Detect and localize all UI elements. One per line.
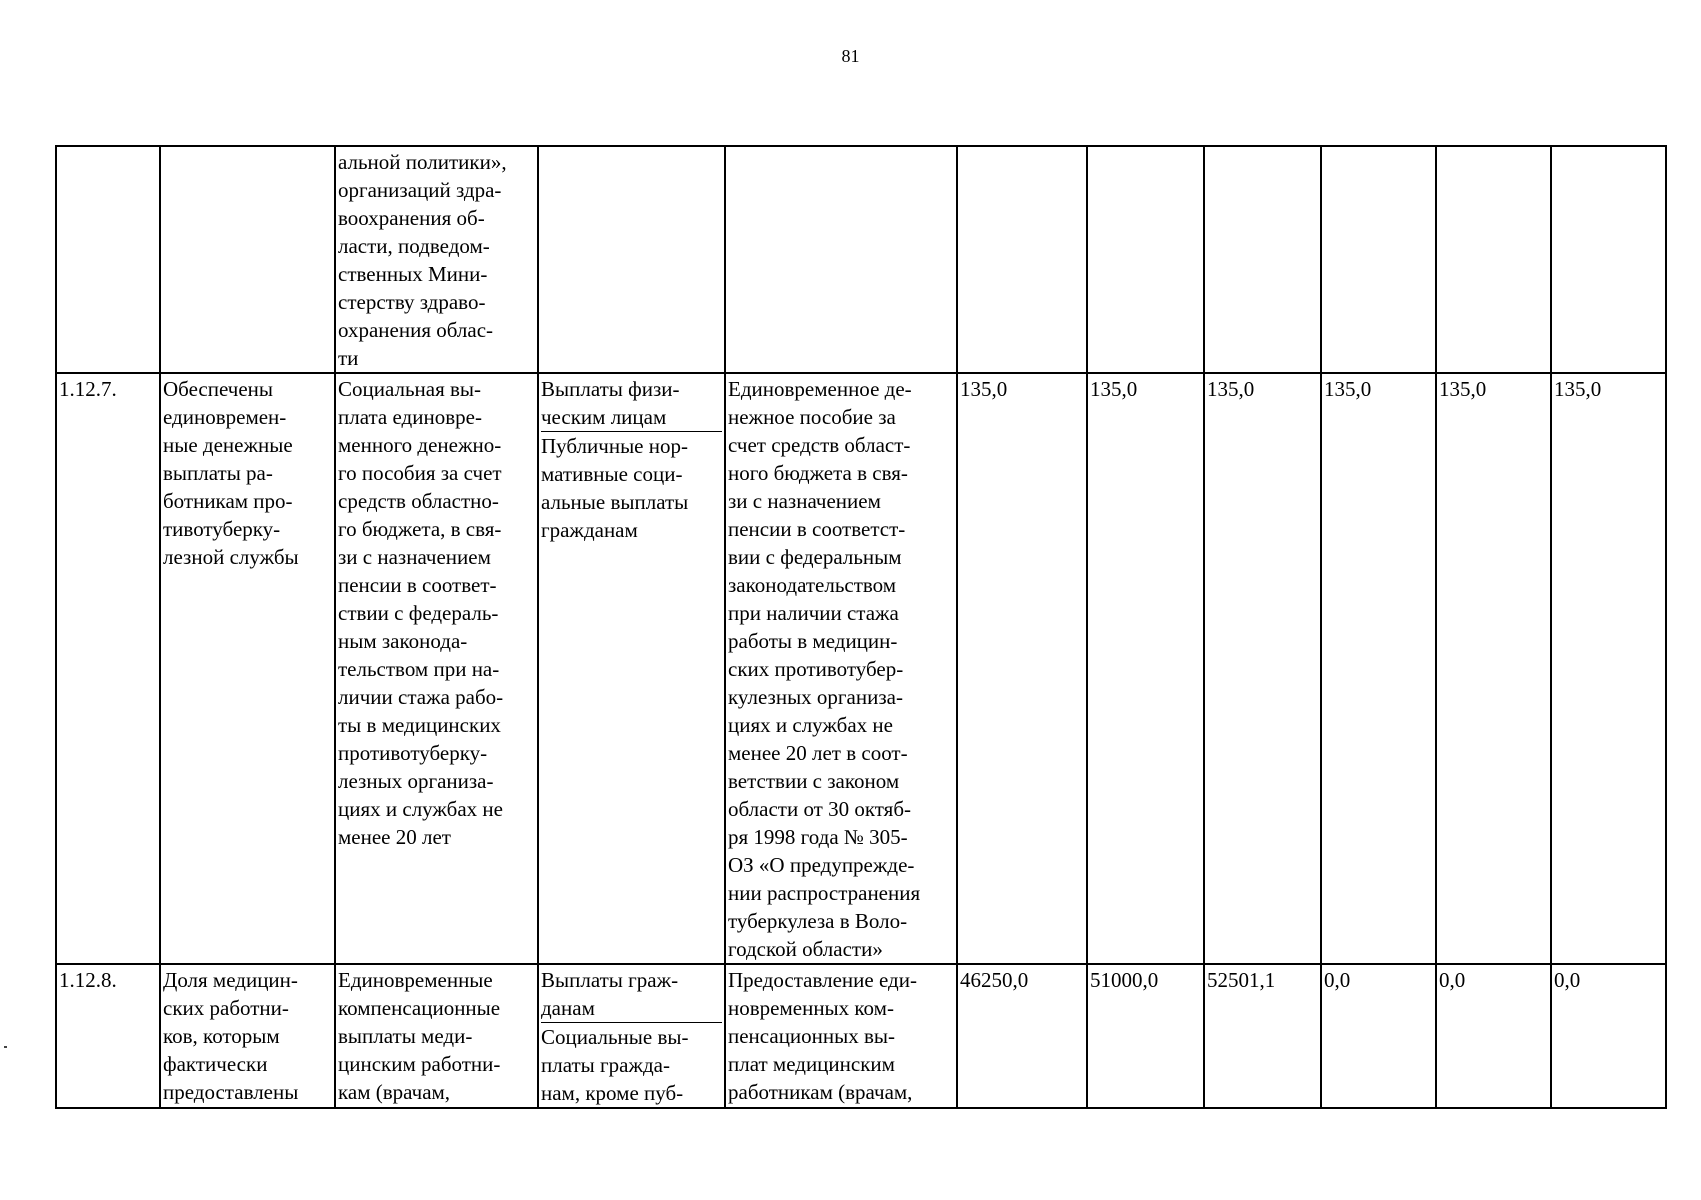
measure-line: го бюджета, в свя- bbox=[338, 517, 502, 541]
description-line: ря 1998 года № 305- bbox=[728, 825, 908, 849]
measure-line: компенсационные bbox=[338, 996, 501, 1020]
value-cell bbox=[1321, 146, 1436, 373]
program-table bbox=[55, 145, 1667, 1109]
measure-line: охранения облас- bbox=[338, 318, 494, 342]
measure-line: воохранения об- bbox=[338, 206, 485, 230]
indicator-cell bbox=[160, 373, 335, 964]
description-line: новременных ком- bbox=[728, 996, 894, 1020]
value-text: 0,0 bbox=[1324, 968, 1351, 992]
value-cell bbox=[1204, 964, 1321, 1108]
expense-type-cell bbox=[538, 373, 725, 964]
description-line: работникам (врачам, bbox=[728, 1080, 913, 1104]
value-cell bbox=[1436, 146, 1551, 373]
measure-line: выплаты меди- bbox=[338, 1024, 473, 1048]
description-line: Предоставление еди- bbox=[728, 968, 917, 992]
indicator-line: тивотуберку- bbox=[163, 517, 281, 541]
measure-line: лезных организа- bbox=[338, 769, 494, 793]
value-cell bbox=[1087, 373, 1204, 964]
indicator-line: единовремен- bbox=[163, 405, 287, 429]
indicator-line: выплаты ра- bbox=[163, 461, 273, 485]
expense-line: данам bbox=[541, 996, 595, 1020]
stray-mark bbox=[4, 1046, 7, 1048]
description-line: нии распространения bbox=[728, 881, 921, 905]
measure-line: Социальная вы- bbox=[338, 377, 482, 401]
measure-line: ласти, подведом- bbox=[338, 234, 490, 258]
description-line: законодательством bbox=[728, 573, 897, 597]
indicator-line: ные денежные bbox=[163, 433, 293, 457]
description-line: ОЗ «О предупрежде- bbox=[728, 853, 915, 877]
value-cell bbox=[1321, 373, 1436, 964]
table-row bbox=[56, 964, 1666, 1108]
value-text: 135,0 bbox=[1207, 377, 1255, 401]
description-line: счет средств област- bbox=[728, 433, 911, 457]
expense-line: ческим лицам bbox=[541, 405, 667, 429]
measure-line: личии стажа рабо- bbox=[338, 685, 504, 709]
indicator-line: Обеспечены bbox=[163, 377, 274, 401]
value-text: 135,0 bbox=[1554, 377, 1602, 401]
table-row bbox=[56, 146, 1666, 373]
measure-line: цинским работни- bbox=[338, 1052, 501, 1076]
expense-line: платы гражда- bbox=[541, 1053, 670, 1077]
expense-type-cell bbox=[538, 964, 725, 1108]
measure-line: противотуберку- bbox=[338, 741, 488, 765]
indicator-line: ботникам про- bbox=[163, 489, 293, 513]
expense-line: Выплаты физи- bbox=[541, 377, 680, 401]
value-cell bbox=[957, 964, 1087, 1108]
description-line: пенсационных вы- bbox=[728, 1024, 896, 1048]
measure-line: менее 20 лет bbox=[338, 825, 451, 849]
value-cell bbox=[1551, 373, 1666, 964]
value-text: 46250,0 bbox=[960, 968, 1029, 992]
expense-type-bottom bbox=[541, 1023, 722, 1107]
description-line: менее 20 лет в соот- bbox=[728, 741, 908, 765]
description-line: циях и службах не bbox=[728, 713, 893, 737]
measure-line: альной политики», bbox=[338, 150, 507, 174]
expense-line: Публичные нор- bbox=[541, 434, 688, 458]
value-cell bbox=[1551, 964, 1666, 1108]
row-number: 1.12.7. bbox=[59, 377, 117, 401]
measure-cell bbox=[335, 373, 538, 964]
expense-line: Социальные вы- bbox=[541, 1025, 689, 1049]
measure-line: тельством при на- bbox=[338, 657, 500, 681]
indicator-line: лезной службы bbox=[163, 545, 299, 569]
description-line: ских противотубер- bbox=[728, 657, 904, 681]
measure-line: циях и службах не bbox=[338, 797, 503, 821]
indicator-cell bbox=[160, 964, 335, 1108]
measure-line: пенсии в соответ- bbox=[338, 573, 497, 597]
value-text: 135,0 bbox=[1324, 377, 1372, 401]
description-line: вии с федеральным bbox=[728, 545, 902, 569]
description-line: при наличии стажа bbox=[728, 601, 899, 625]
expense-line: нам, кроме пуб- bbox=[541, 1081, 684, 1105]
value-cell bbox=[957, 373, 1087, 964]
indicator-line: фактически bbox=[163, 1052, 268, 1076]
measure-line: организаций здра- bbox=[338, 178, 502, 202]
page-number: 81 bbox=[841, 46, 860, 66]
description-line: работы в медицин- bbox=[728, 629, 898, 653]
measure-line: ти bbox=[338, 346, 359, 370]
expense-type-cell bbox=[538, 146, 725, 373]
description-line: области от 30 октяб- bbox=[728, 797, 912, 821]
description-cell bbox=[725, 146, 957, 373]
value-cell bbox=[1551, 146, 1666, 373]
measure-line: ственных Мини- bbox=[338, 262, 488, 286]
measure-line: ным законода- bbox=[338, 629, 468, 653]
measure-cell bbox=[335, 146, 538, 373]
measure-line: менного денежно- bbox=[338, 433, 502, 457]
expense-type-top bbox=[541, 375, 722, 432]
measure-line: ты в медицинских bbox=[338, 713, 501, 737]
row-number-cell bbox=[56, 373, 160, 964]
measure-line: средств областно- bbox=[338, 489, 499, 513]
indicator-line: предоставлены bbox=[163, 1080, 299, 1104]
value-cell bbox=[957, 146, 1087, 373]
value-cell bbox=[1321, 964, 1436, 1108]
measure-line: зи с назначением bbox=[338, 545, 491, 569]
table-row bbox=[56, 373, 1666, 964]
expense-line: Выплаты граж- bbox=[541, 968, 679, 992]
description-line: Единовременное де- bbox=[728, 377, 912, 401]
description-line: ветствии с законом bbox=[728, 769, 900, 793]
description-line: туберкулеза в Воло- bbox=[728, 909, 908, 933]
value-text: 0,0 bbox=[1439, 968, 1466, 992]
description-cell bbox=[725, 373, 957, 964]
description-line: пенсии в соответст- bbox=[728, 517, 906, 541]
expense-type-top bbox=[541, 966, 722, 1023]
value-text: 0,0 bbox=[1554, 968, 1581, 992]
measure-cell bbox=[335, 964, 538, 1108]
value-cell bbox=[1087, 964, 1204, 1108]
indicator-cell bbox=[160, 146, 335, 373]
row-number: 1.12.8. bbox=[59, 968, 117, 992]
measure-line: ствии с федераль- bbox=[338, 601, 499, 625]
row-number-cell bbox=[56, 964, 160, 1108]
value-cell bbox=[1436, 964, 1551, 1108]
indicator-line: ских работни- bbox=[163, 996, 289, 1020]
value-text: 135,0 bbox=[1439, 377, 1487, 401]
expense-line: альные выплаты bbox=[541, 490, 689, 514]
value-text: 52501,1 bbox=[1207, 968, 1276, 992]
description-line: годской области» bbox=[728, 937, 883, 961]
measure-line: плата единовре- bbox=[338, 405, 482, 429]
measure-line: кам (врачам, bbox=[338, 1080, 451, 1104]
indicator-line: ков, которым bbox=[163, 1024, 280, 1048]
description-line: нежное пособие за bbox=[728, 405, 896, 429]
value-cell bbox=[1204, 373, 1321, 964]
value-cell bbox=[1436, 373, 1551, 964]
expense-line: мативные соци- bbox=[541, 462, 683, 486]
value-cell bbox=[1087, 146, 1204, 373]
measure-line: Единовременные bbox=[338, 968, 493, 992]
value-text: 51000,0 bbox=[1090, 968, 1159, 992]
description-line: кулезных организа- bbox=[728, 685, 903, 709]
row-number-cell bbox=[56, 146, 160, 373]
description-cell bbox=[725, 964, 957, 1108]
value-text: 135,0 bbox=[1090, 377, 1138, 401]
expense-line: гражданам bbox=[541, 518, 638, 542]
measure-line: го пособия за счет bbox=[338, 461, 502, 485]
value-cell bbox=[1204, 146, 1321, 373]
description-line: ного бюджета в свя- bbox=[728, 461, 908, 485]
expense-type-bottom bbox=[541, 432, 722, 544]
measure-line: стерству здраво- bbox=[338, 290, 486, 314]
value-text: 135,0 bbox=[960, 377, 1008, 401]
description-line: зи с назначением bbox=[728, 489, 881, 513]
indicator-line: Доля медицин- bbox=[163, 968, 298, 992]
description-line: плат медицинским bbox=[728, 1052, 895, 1076]
